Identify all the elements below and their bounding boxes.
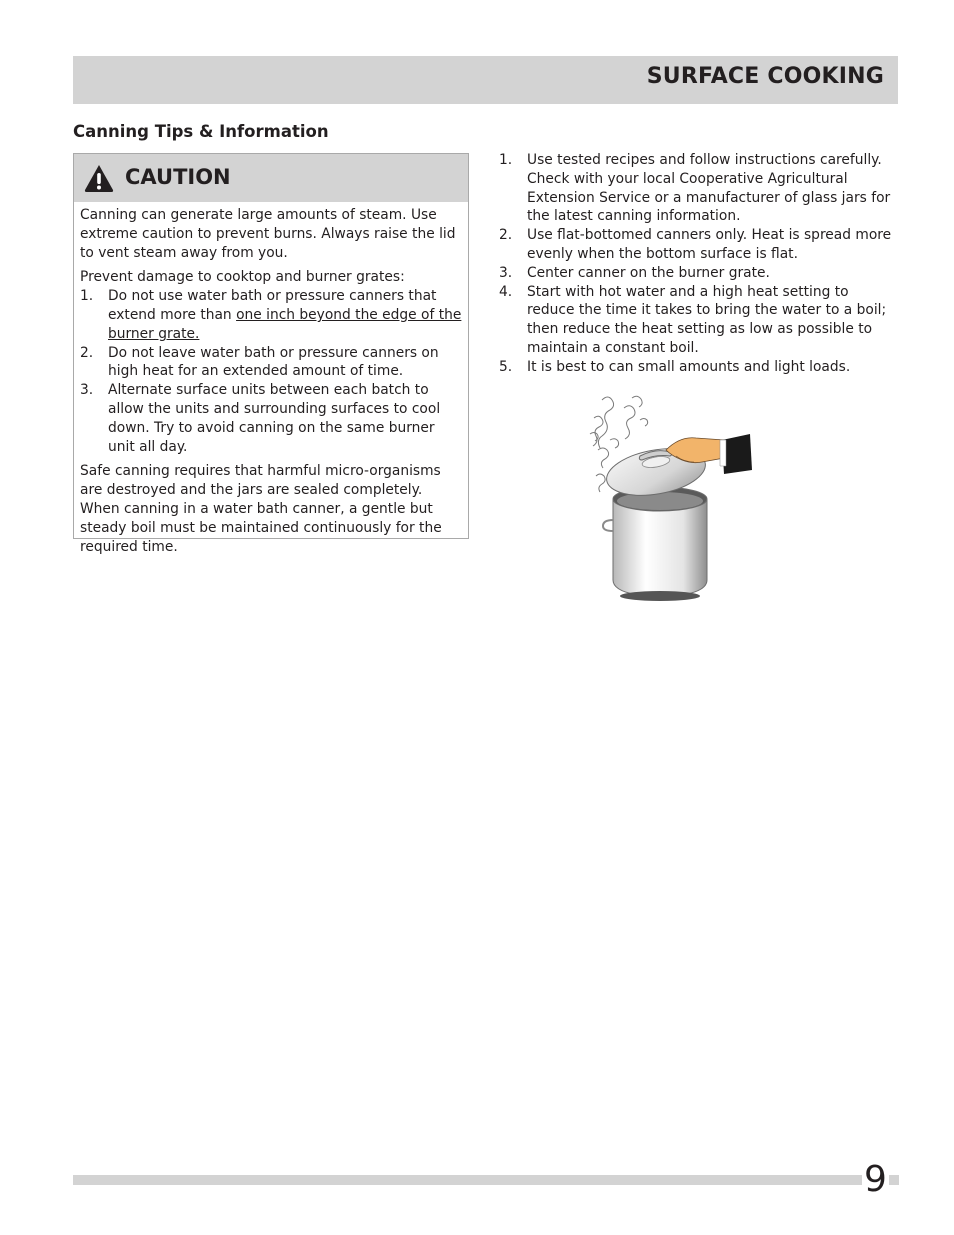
list-text: Use tested recipes and follow instructions carefully. Check with your local Cooperative Agricultural Extension Service or a manufacturer of glass jars for the latest canning information. [527,152,891,225]
list-number: 2. [80,344,94,361]
caution-header [74,154,468,202]
prevent-label: Prevent damage to cooktop and burner grates: [80,269,405,286]
list-item [499,264,899,283]
list-text: Center canner on the burner grate. [527,264,770,281]
page-title: SURFACE COOKING [646,64,884,89]
list-item [499,151,899,226]
list-item [80,344,462,382]
list-text: Start with hot water and a high heat setting to reduce the time it takes to bring the water to a boil; then reduce the heat setting as low as possible to maintain a constant boil. [527,283,887,356]
list-number: 3. [80,382,94,399]
list-item [80,381,462,456]
footer-bar [73,1175,899,1185]
caution-closing: Safe canning requires that harmful micro-organisms are destroyed and the jars are sealed completely. When canning in a water bath canner, a gentle but steady boil must be maintained continuously for the required time. [80,463,442,555]
page-number: 9 [864,1159,887,1200]
section-heading: Canning Tips & Information [73,122,329,141]
list-number: 4. [499,283,513,300]
list-text: It is best to can small amounts and light loads. [527,358,851,375]
list-item [80,287,462,343]
canner-pot-illustration [580,390,760,605]
list-number: 5. [499,358,513,375]
list-item [499,226,899,264]
pot-body [603,487,707,601]
list-text: Use flat-bottomed canners only. Heat is spread more evenly when the bottom surface is flat. [527,227,892,262]
warning-icon [84,163,114,193]
list-item [499,283,899,358]
caution-list [80,287,462,456]
caution-body [74,202,468,556]
list-number: 2. [499,227,513,244]
list-number: 1. [80,288,94,305]
list-text: Do not use water bath or pressure canners that extend more than [108,288,437,323]
caution-label: CAUTION [125,165,231,189]
list-item [499,358,899,377]
caution-box [73,153,469,555]
list-text: Do not leave water bath or pressure canners on high heat for an extended amount of time. [108,344,439,380]
canning-tips [499,151,899,383]
list-number: 1. [499,152,513,168]
list-text: Alternate surface units between each batch to allow the units and surrounding surfaces to cool down. Try to avoid canning on the same burner unit all day. [108,382,441,455]
list-number: 3. [499,264,513,281]
list-text-underlined: one inch beyond the edge of the burner grate. [108,306,462,342]
header-bar [73,56,898,104]
tips-list [499,151,899,377]
caution-intro: Canning can generate large amounts of steam. Use extreme caution to prevent burns. Always raise the lid to vent steam away from you. [80,207,456,261]
